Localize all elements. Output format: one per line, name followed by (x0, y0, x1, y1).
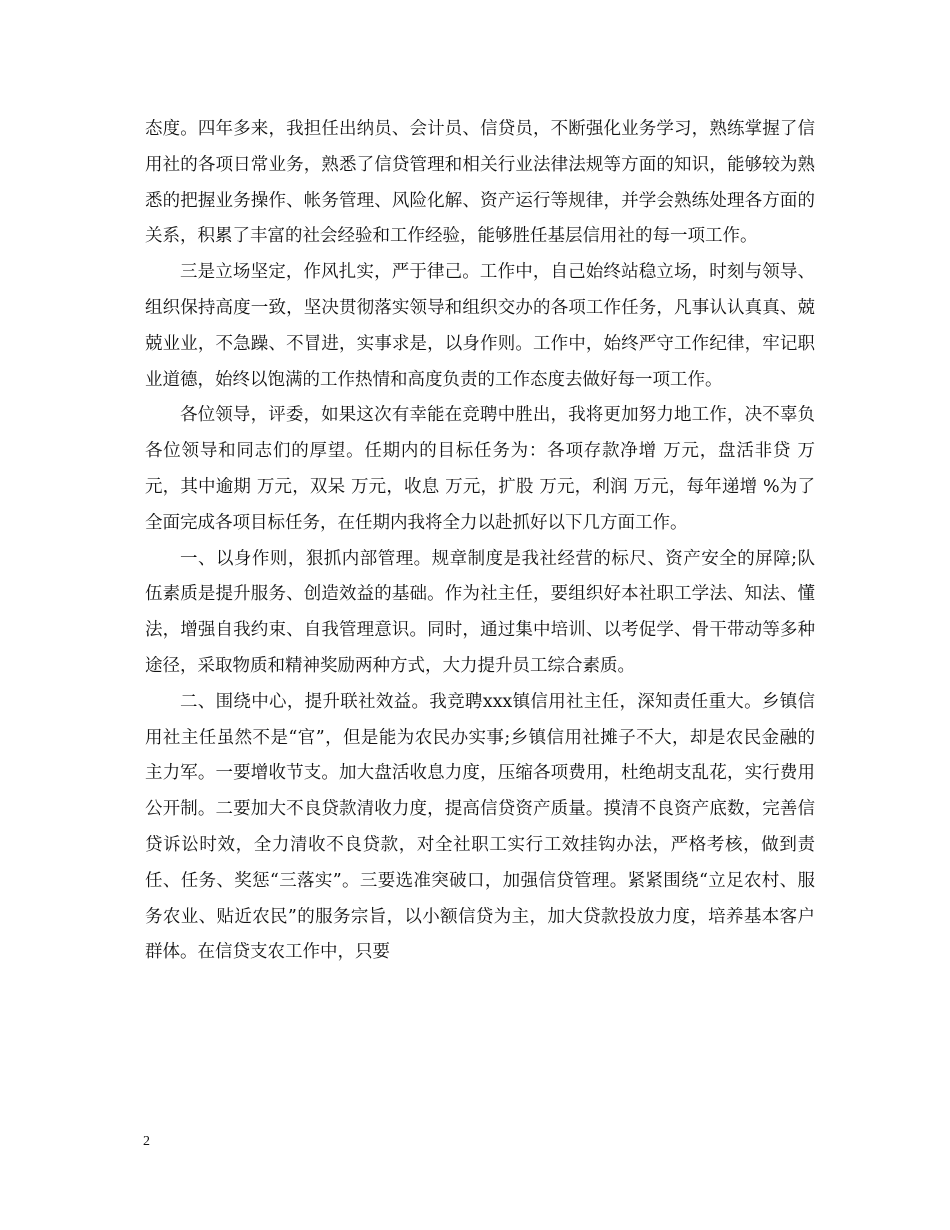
page-number: 2 (143, 1134, 150, 1149)
document-body (145, 112, 815, 971)
paragraph-4: 一、以身作则，狠抓内部管理。规章制度是我社经营的标尺、资产安全的屏障;队伍素质是提升服务、创造效益的基础。作为社主任，要组织好本社职工学法、知法、懂法，增强自我约束、自我管理意识。同时，通过集中培训、以考促学、骨干带动等多种途径，采取物质和精神奖励两种方式，大力提升员工综合素质。 (145, 548, 815, 676)
paragraph-1: 态度。四年多来，我担任出纳员、会计员、信贷员，不断强化业务学习，熟练掌握了信用社的各项日常业务，熟悉了信贷管理和相关行业法律法规等方面的知识，能够较为熟悉的把握业务操作、帐务管理、风险化解、资产运行等规律，并学会熟练处理各方面的关系，积累了丰富的社会经验和工作经验，能够胜任基层信用社的每一项工作。 (145, 119, 815, 247)
paragraph-2: 三是立场坚定，作风扎实，严于律己。工作中，自己始终站稳立场，时刻与领导、组织保持高度一致，坚决贯彻落实领导和组织交办的各项工作任务，凡事认认真真、兢兢业业，不急躁、不冒进，实事求是，以身作则。工作中，始终严守工作纪律，牢记职业道德，始终以饱满的工作热情和高度负责的工作态度去做好每一项工作。 (145, 262, 815, 390)
paragraph-5: 二、围绕中心，提升联社效益。我竞聘xxx镇信用社主任，深知责任重大。乡镇信用社主任虽然不是“官”，但是能为农民办实事;乡镇信用社摊子不大，却是农民金融的主力军。一要增收节支。加大盘活收息力度，压缩各项费用，杜绝胡支乱花，实行费用公开制。二要加大不良贷款清收力度，提高信贷资产质量。摸清不良资产底数，完善信贷诉讼时效，全力清收不良贷款，对全社职工实行工效挂钩办法，严格考核，做到责任、任务、奖惩“三落实”。三要选准突破口，加强信贷管理。紧紧围绕“立足农村、服务农业、贴近农民”的服务宗旨，以小额信贷为主，加大贷款投放力度，培养基本客户群体。在信贷支农工作中，只要 (145, 691, 815, 963)
paragraph-3: 各位领导，评委，如果这次有幸能在竞聘中胜出，我将更加努力地工作，决不辜负各位领导和同志们的厚望。任期内的目标任务为：各项存款净增 万元，盘活非贷 万元，其中逾期 万元，双呆 万元，收息 万元，扩股 万元，利润 万元，每年递增 %为了全面完成各项目标任务，在任期内我将全力以赴抓好以下几方面工作。 (145, 405, 815, 533)
